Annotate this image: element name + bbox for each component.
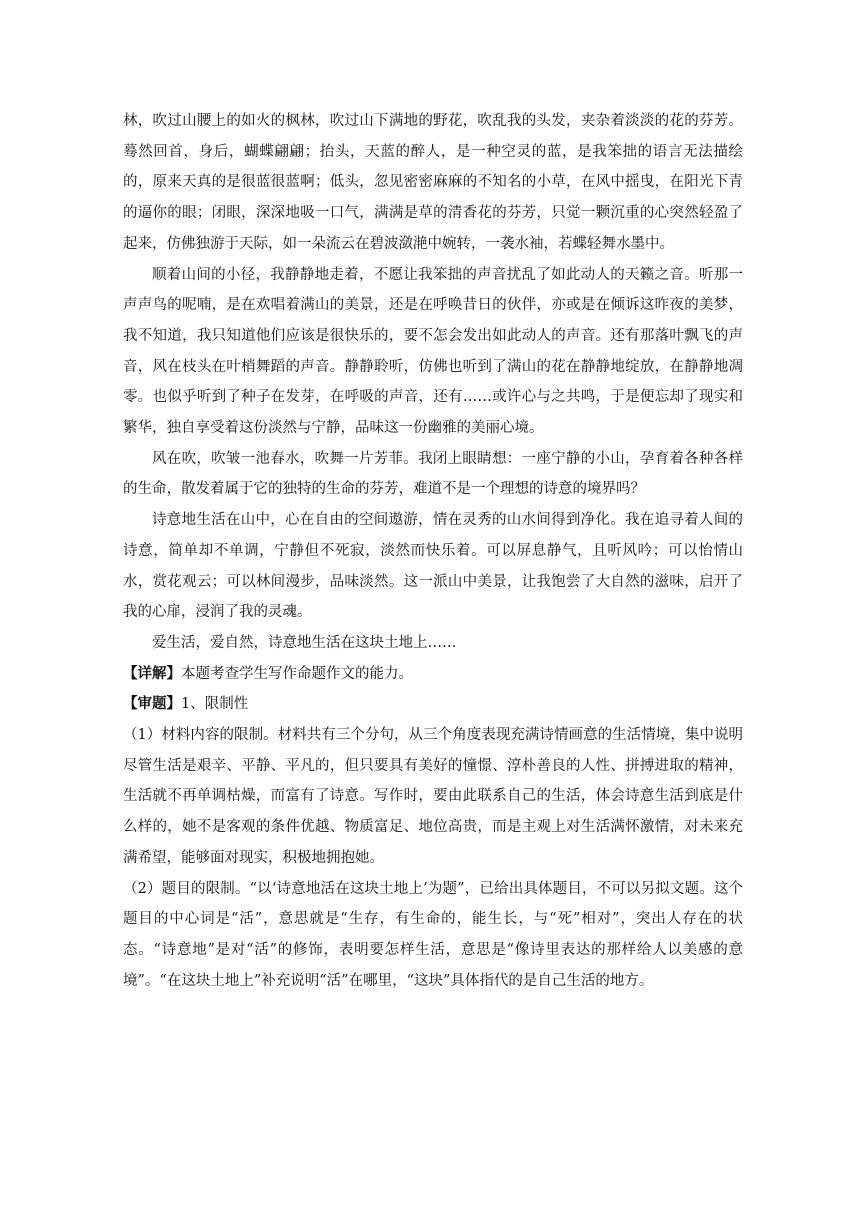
essay-paragraph-3: 风在吹，吹皱一池春水，吹舞一片芳菲。我闭上眼睛想：一座宁静的小山，孕育着各种各样的生命，散发着属于它的独特的生命的芬芳，难道不是一个理想的诗意的境界吗？ <box>123 450 743 498</box>
review-text: 1、限制性 <box>181 696 249 713</box>
essay-paragraph-4: 诗意地生活在山中，心在自由的空间遨游，情在灵秀的山水间得到净化。我在追寻着人间的诗意，简单却不单调，宁静但不死寂，淡然而快乐着。可以屏息静气，且听风吟；可以怡情山水，赏花观云；可以林间漫步，品味淡然。这一派山中美景，让我饱尝了大自然的滋味，启开了我的心扉，浸润了我的灵魂。 <box>123 512 743 621</box>
detail-label: 【详解】 <box>123 664 181 682</box>
detail-text: 本题考查学生写作命题作文的能力。 <box>181 665 413 682</box>
essay-paragraph-5: 爱生活，爱自然，诗意地生活在这块土地上…… <box>152 634 457 651</box>
review-label: 【审题】 <box>123 695 181 713</box>
document-body <box>123 106 743 996</box>
essay-paragraph-2: 顺着山间的小径，我静静地走着，不愿让我笨拙的声音扰乱了如此动人的天籁之音。听那一声声鸟的呢喃，是在欢唱着满山的美景，还是在呼唤昔日的伙伴，亦或是在倾诉这昨夜的美梦，我不知道，我只知道他们应该是很快乐的，要不怎会发出如此动人的声音。还有那落叶飘飞的声音，风在枝头在叶梢舞蹈的声音。静静聆听，仿佛也听到了满山的花在静静地绽放，在静静地凋零。也似乎听到了种子在发芽，在呼吸的声音，还有……或许心与之共鸣，于是便忘却了现实和繁华，独自享受着这份淡然与宁静，品味这一份幽雅的美丽心境。 <box>123 266 743 437</box>
review-item-2: （2）题目的限制。“以‘诗意地活在这块土地上’为题”，已给出具体题目，不可以另拟文题。这个题目的中心词是“活”，意思就是“生存，有生命的，能生长，与“死”相对”，突出人存在的状态。“诗意地”是对“活”的修饰，表明要怎样生活，意思是“像诗里表达的那样给人以美感的意境”。“在这块土地上”补充说明“活”在哪里，“这块”具体指代的是自己生活的地方。 <box>123 880 743 989</box>
review-item-1: （1）材料内容的限制。材料共有三个分句，从三个角度表现充满诗情画意的生活情境，集中说明尽管生活是艰辛、平静、平凡的，但只要具有美好的憧憬、淳朴善良的人性、拼搏进取的精神，生活就不再单调枯燥，而富有了诗意。写作时，要由此联系自己的生活，体会诗意生活到底是什么样的，她不是客观的条件优越、物质富足、地位高贵，而是主观上对生活满怀激情，对未来充满希望，能够面对现实，积极地拥抱她。 <box>123 727 743 866</box>
detail-section <box>123 659 743 690</box>
review-section <box>123 689 743 720</box>
essay-paragraph-1: 林，吹过山腰上的如火的枫林，吹过山下满地的野花，吹乱我的头发，夹杂着淡淡的花的芬芳。蓦然回首，身后，蝴蝶翩翩；抬头，天蓝的醉人，是一种空灵的蓝，是我笨拙的语言无法描绘的，原来天真的是很蓝很蓝啊；低头，忽见密密麻麻的不知名的小草，在风中摇曳，在阳光下青的逼你的眼；闭眼，深深地吸一口气，满满是草的清香花的芬芳，只觉一颗沉重的心突然轻盈了起来，仿佛独游于天际，如一朵流云在碧波潋滟中婉转，一袭水袖，若蝶轻舞水墨中。 <box>123 113 743 252</box>
